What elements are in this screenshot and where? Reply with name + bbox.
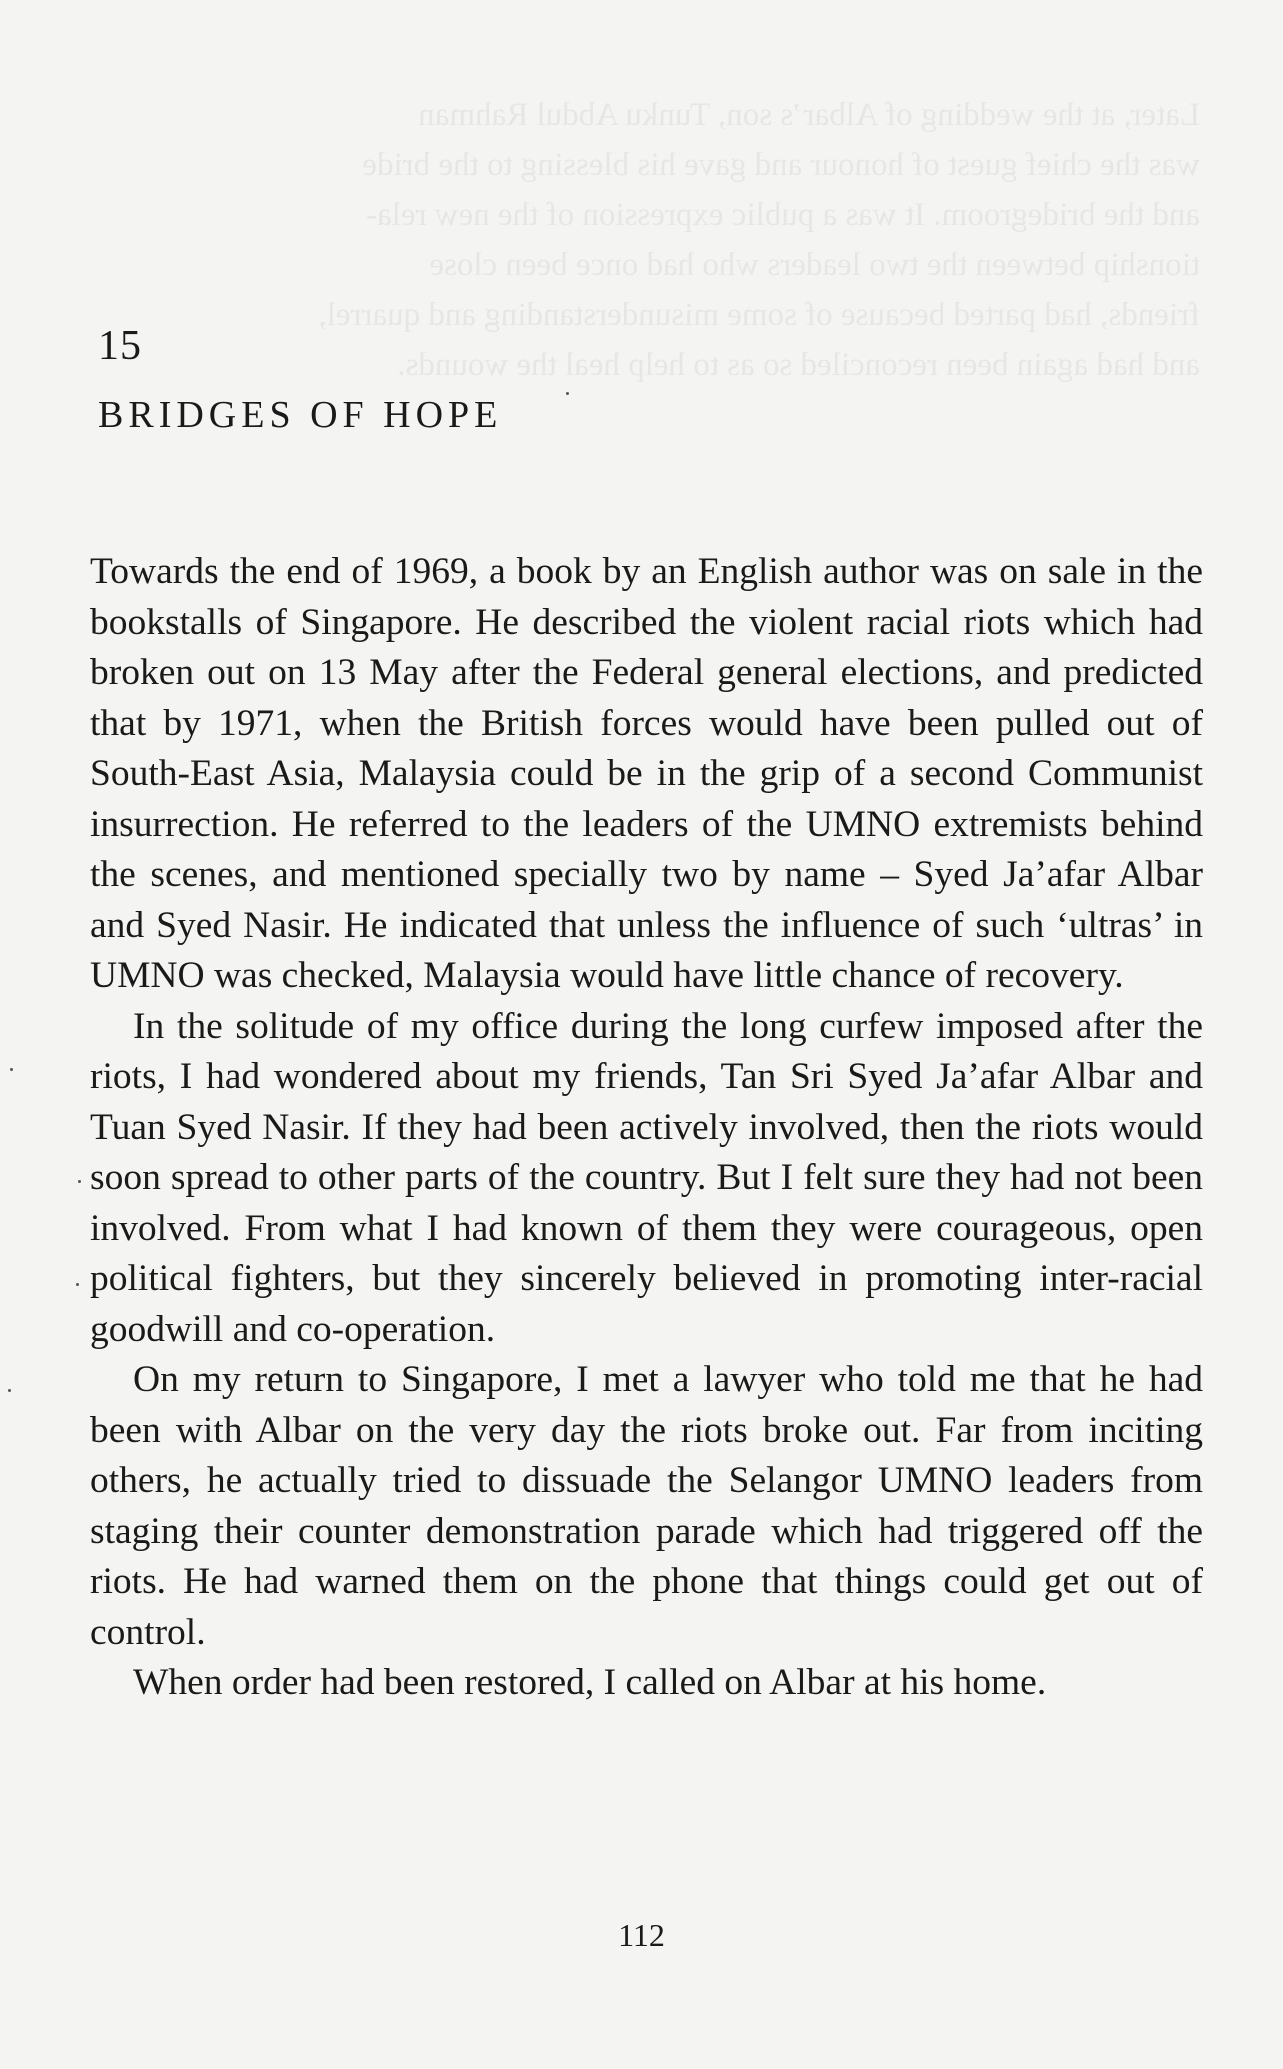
page-number: 112	[618, 1917, 665, 1953]
scan-speck	[8, 1389, 11, 1392]
paragraph-4: When order had been restored, I called on Albar at his home.	[133, 1662, 1047, 1703]
paragraph-3: On my return to Singapore, I met a lawyer who told me that he had been with Albar on the very day the riots broke out. Far from inciting others, he actually tried to dissuade the Selangor UMNO leaders from staging their counter demonstration parade which had triggered off the riots. He had warned them on the phone that things could get out of control.	[90, 1359, 1203, 1653]
bleed-through-text: Later, at the wedding of Albar’s son, Tunku Abdul Rahman was the chief guest of honour and gave his blessing to the bride and the bridegroom. It was a public expression of the new rela- tionship between the two leaders who had once been close friends, had parted because of some misunderstanding and quarrel, and had again been reconciled so as to help heal the wounds.	[318, 97, 1200, 383]
scan-speck	[76, 1283, 79, 1286]
scan-speck	[10, 1068, 13, 1071]
body-text	[90, 547, 1203, 1709]
paragraph-2: In the solitude of my office during the long curfew imposed after the riots, I had wondered about my friends, Tan Sri Syed Ja’afar Albar and Tuan Syed Nasir. If they had been actively involved, then the riots would soon spread to other parts of the country. But I felt sure they had not been involved. From what I had known of them they were courageous, open political fighters, but they sincerely believed in promoting inter-racial goodwill and co-operation.	[90, 1005, 1203, 1350]
scan-speck	[566, 392, 569, 395]
scan-speck	[78, 1180, 81, 1183]
paragraph-1: Towards the end of 1969, a book by an English author was on sale in the bookstalls of Singapore. He described the violent racial riots which had broken out on 13 May after the Federal general elections, and predicted that by 1971, when the British forces would have been pulled out of South-East Asia, Malaysia could be in the grip of a second Communist insurrection. He referred to the leaders of the UMNO extremists behind the scenes, and mentioned specially two by name – Syed Ja’afar Albar and Syed Nasir. He indicated that unless the influence of such ‘ultras’ in UMNO was checked, Malaysia would have little chance of recovery.	[90, 551, 1203, 996]
chapter-number: 15	[98, 323, 142, 369]
chapter-title: BRIDGES OF HOPE	[98, 394, 503, 436]
